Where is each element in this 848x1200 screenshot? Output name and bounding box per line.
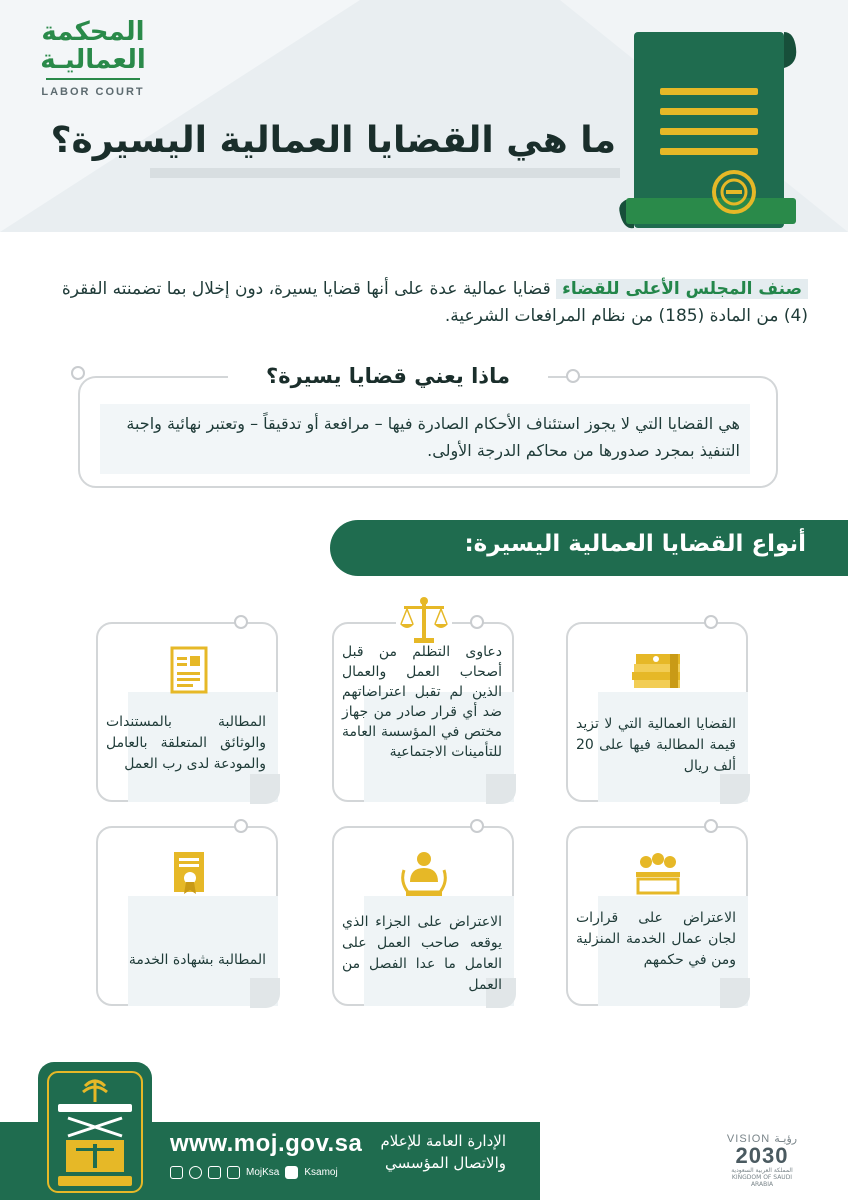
page-title: ما هي القضايا العمالية اليسيرة؟ [50,120,616,161]
case-card [96,622,278,802]
card-dot [704,615,718,629]
scales-icon [396,594,452,646]
snapchat-icon[interactable] [208,1166,221,1179]
emblem-icon [38,1062,152,1200]
intro-paragraph [48,276,808,330]
twitter-icon[interactable] [170,1166,183,1179]
worker-desk-icon [396,848,452,900]
card-corner [250,978,280,1008]
vision-label: VISION رؤيـة [726,1133,798,1145]
money-stack-icon [630,644,686,696]
card-dot [234,615,248,629]
types-title: أنواع القضايا العمالية اليسيرة: [464,531,806,557]
frame-dot [71,366,85,380]
card-corner [720,774,750,804]
card-text: الاعتراض على قرارات لجان عمال الخدمة المنزلية ومن في حكمهم [576,910,736,968]
case-card [566,622,748,802]
meaning-title: ماذا يعني قضايا يسيرة؟ [228,364,548,388]
vision-2030-logo [722,1132,802,1188]
ministry-emblem [38,1062,152,1200]
card-dot [234,819,248,833]
card-text: المطالبة بشهادة الخدمة [128,952,266,968]
types-banner [330,520,848,576]
labor-court-logo [38,18,148,98]
committee-icon [630,848,686,900]
social-handle-1[interactable]: MojKsa [246,1167,280,1178]
logo-ar-line1: المحكمة [41,17,145,47]
youtube-icon[interactable] [285,1166,298,1179]
website-link[interactable]: www.moj.gov.sa [170,1130,363,1157]
meaning-text: هي القضايا التي لا يجوز استئناف الأحكام الصادرة فيها – مرافعة أو تدقيقاً – وتعتبر نهائية واجبة التنفيذ بمجرد صدورها من محاكم الدرجة الأولى. [100,404,750,474]
logo-en: LABOR COURT [41,86,145,98]
case-card [332,826,514,1006]
logo-ar-line2: العماليـة [40,45,146,75]
certificate-icon [160,848,216,900]
intro-text: قضايا عمالية عدة على أنها قضايا يسيرة، دون إخلال بما تضمنته الفقرة (4) من المادة (185) من نظام المرافعات الشرعية. [61,279,808,326]
vision-subtitle: المملكة العربية السعودية KINGDOM OF SAUDI ARABIA [731,1167,793,1188]
intro-highlight: صنف المجلس الأعلى للقضاء [556,279,808,299]
case-card [566,826,748,1006]
card-dot [470,819,484,833]
card-text: دعاوى التظلم من قبل أصحاب العمل والعمال الذين لم تقبل اعتراضاتهم ضد أي قرار صادر من جهاز مختص في المؤسسة العامة للتأمينات الاجتماعية [342,644,502,760]
scroll-document-icon [612,28,808,232]
document-icon [160,644,216,696]
card-text: القضايا العمالية التي لا تزيد قيمة المطالبة فيها على 20 ألف ريال [576,716,736,774]
card-text: الاعتراض على الجزاء الذي يوقعه صاحب العمل على العامل ما عدا الفصل من العمل [342,914,502,993]
vision-year: 2030 [735,1143,789,1168]
card-dot [470,615,484,629]
social-links [170,1166,338,1179]
card-corner [720,978,750,1008]
social-handle-2[interactable]: Ksamoj [304,1167,338,1178]
card-dot [704,819,718,833]
case-card [332,622,514,802]
linkedin-icon[interactable] [227,1166,240,1179]
card-corner [486,774,516,804]
card-text: المطالبة بالمستندات والوثائق المتعلقة بالعامل والمودعة لدى رب العمل [106,714,266,772]
logo-divider [46,78,140,80]
frame-dot [566,369,580,383]
department-name: الإدارة العامة للإعلام والاتصال المؤسسي [380,1132,506,1172]
title-underline [150,168,620,178]
card-corner [250,774,280,804]
case-card [96,826,278,1006]
instagram-icon[interactable] [189,1166,202,1179]
